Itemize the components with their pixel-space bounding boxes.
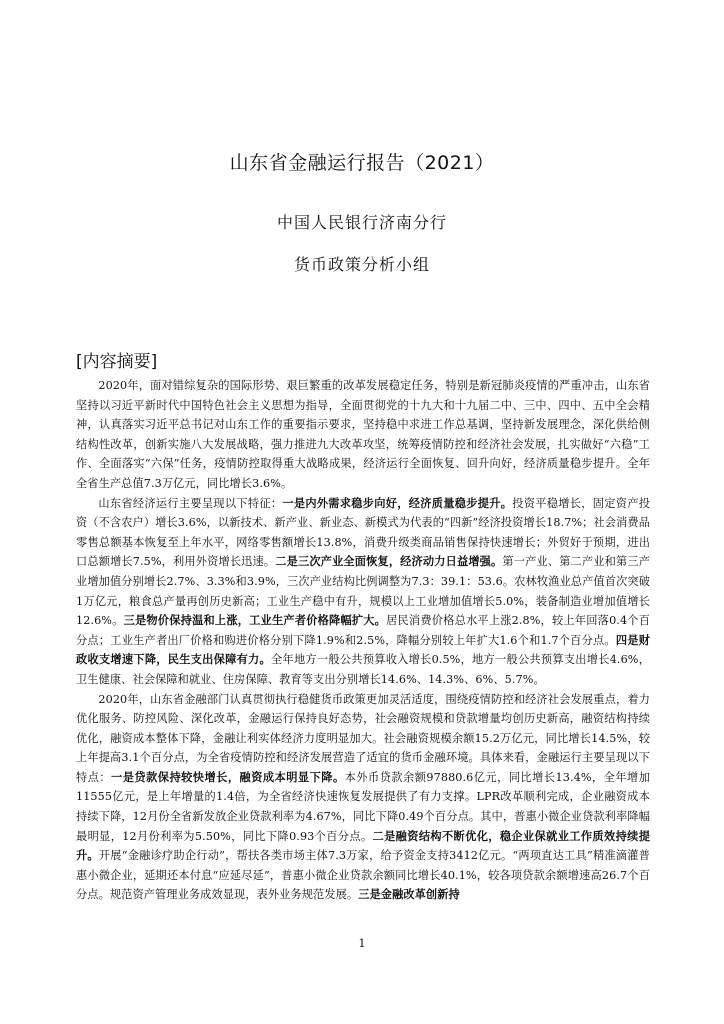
author-institution: 中国人民银行济南分行 <box>276 213 447 232</box>
report-title: 山东省金融运行报告（2021） <box>229 152 495 174</box>
text-run: 山东省经济运行主要呈现以下特征： <box>98 496 283 510</box>
key-point-2: 二是三次产业全面恢复，经济动力日益增强。 <box>275 555 503 569</box>
text-run: 2020年，山东省金融部门认真贯彻执行稳健货币政策更加灵活适度，围绕疫情防控和经济社会发展重点，着力优化服务、防控风险、深化改革，金融运行保持良好态势，社会融资规模和贷款增量均创历史新高，融资结构持续优化，融资成本整体下降，金融让利实体经济力度明显加大。社会融资规模余额15.2万亿元，同比增长14.5%，较上年提高3.1个百分点，为全省疫情防控和经济发展营造了适宜的货币金融环境。具体来看，金融运行主要呈现以下特点： <box>76 692 650 784</box>
text-run: 居民消费价格总水平上涨2.8%，较上年回落0.4个百分点；工业生产者出厂价格和购进价格分别下降1.9%和2.5%，降幅分别较上年扩大1.6个和1.7个百分点。 <box>76 614 651 647</box>
paragraph <box>76 376 650 494</box>
finance-point-1: 一是贷款保持较快增长，融资成本明显下降。 <box>111 770 345 784</box>
text-run: 投资平稳增长，固定资产投资（不含农户）增长3.6%，以新技术、新产业、新业态、新模式为代表的“四新”经济投资增长18.7%；社会消费品零售总额基本恢复至上年水平，网络零售额增长13.8%，消费升级类商品销售保持快速增长；外贸好于预期，进出口总额增长7.5%，利用外资增长迅速。 <box>76 496 650 569</box>
text-run: 2020年，面对错综复杂的国际形势、艰巨繁重的改革发展稳定任务，特别是新冠肺炎疫情的严重冲击，山东省坚持以习近平新时代中国特色社会主义思想为指导，全面贯彻党的十九大和十九届二中、三中、四中、五中全会精神，认真落实习近平总书记对山东工作的重要指示要求，坚持稳中求进工作总基调，坚持新发展理念，深化供给侧结构性改革，创新实施八大发展战略，强力推进九大改革攻坚，统筹疫情防控和经济社会发展，扎实做好“六稳”工作、全面落实“六保”任务，疫情防控取得重大战略成果，经济运行全面恢复、回升向好，经济质量稳步提升。全年全省生产总值7.3万亿元，同比增长3.6%。 <box>76 379 650 490</box>
key-point-1: 一是内外需求稳步向好，经济质量稳步提升。 <box>282 496 513 510</box>
finance-point-3: 三是金融改革创新持 <box>358 888 460 902</box>
text-run: 第一产业、第二产业和第三产业增加值分别增长2.7%、3.3%和3.9%，三次产业结构比例调整为7.3：39.1：53.6。农林牧渔业总产值首次突破1万亿元，粮食总产量再创历史新高；工业生产稳中有升，规模以上工业增加值增长5.0%，装备制造业增加值增长12.6%。 <box>76 555 650 628</box>
page-number: 1 <box>358 937 366 950</box>
paragraph <box>76 690 650 906</box>
text-run: 开展“金融诊疗助企行动”，帮扶各类市场主体7.3万家，给予资金支持3412亿元。“两项直达工具”精准滴灌普惠小微企业，延期还本付息“应延尽延”，普惠小微企业贷款余额同比增长40.1%，较各项贷款余额增速高26.7个百分点。规范资产管理业务成效显现，表外业务规范发展。 <box>76 849 650 902</box>
author-group: 货币政策分析小组 <box>293 255 430 274</box>
finance-point-2: 二是融资结构不断优化，稳企业保就业工作质效持续提升。 <box>76 829 650 863</box>
text-run: 全年地方一般公共预算收入增长0.5%，地方一般公共预算支出增长4.6%，卫生健康、社会保障和就业、住房保障、教育等支出分别增长14.6%、14.3%、6%、5.7%。 <box>76 653 650 686</box>
summary-body <box>76 376 650 905</box>
text-run: 本外币贷款余额97880.6亿元，同比增长13.4%，全年增加11555亿元，是上年增量的1.4倍，为全省经济快速恢复发展提供了有力支撑。LPR改革顺利完成，企业融资成本持续下降，12月份全省新发放企业贷款利率为4.67%，同比下降0.49个百分点。其中，普惠小微企业贷款利率降幅最明显，12月份利率为5.50%，同比下降0.93个百分点。 <box>76 770 650 843</box>
paragraph <box>76 494 650 690</box>
key-point-3: 三是物价保持温和上涨，工业生产者价格降幅扩大。 <box>123 614 387 628</box>
key-point-4: 四是财政收支增速下降，民生支出保障有力。 <box>76 633 650 667</box>
section-heading-summary: [内容摘要] <box>76 352 158 372</box>
